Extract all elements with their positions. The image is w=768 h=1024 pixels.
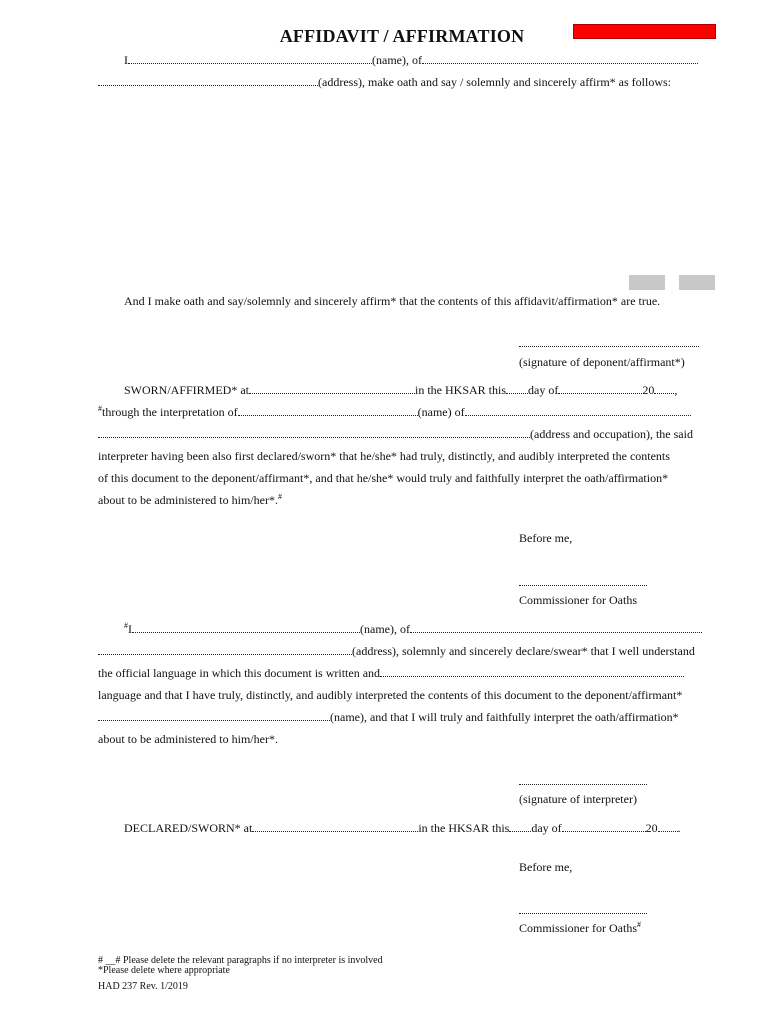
sworn-hksar: in the HKSAR this <box>415 383 507 397</box>
oath-true-statement: And I make oath and say/solemnly and sincerely affirm* that the contents of this affidavit/affirmation* are true. <box>124 294 661 308</box>
sworn-day-blank[interactable] <box>506 383 528 394</box>
sworn-year-blank[interactable] <box>654 383 674 394</box>
decl-name-blank[interactable] <box>132 622 360 633</box>
interpreter-address-blank-1[interactable] <box>465 405 691 416</box>
interp-line-2 <box>98 427 693 441</box>
decl-line-2-text: (address), solemnly and sincerely declare/swear* that I well understand <box>352 644 695 658</box>
interp-decl-line-3 <box>98 666 684 680</box>
page-title: AFFIDAVIT / AFFIRMATION <box>279 26 525 46</box>
decl-name-of: (name), of <box>360 622 410 636</box>
sworn-line <box>124 383 677 397</box>
declared-day-blank[interactable] <box>509 821 531 832</box>
deponent-signature-line[interactable] <box>519 336 699 350</box>
interp-address-occupation: (address and occupation), the said <box>530 427 693 441</box>
footnote-star: *Please delete where appropriate <box>98 965 230 976</box>
interpreter-signature-label: (signature of interpreter) <box>519 792 637 806</box>
interp-line-5 <box>98 493 282 507</box>
decl-address-blank-1[interactable] <box>410 622 702 633</box>
sworn-month-blank[interactable] <box>558 383 642 394</box>
declared-place-blank[interactable] <box>252 821 418 832</box>
intro-line-2 <box>98 75 671 89</box>
interp-decl-line-2 <box>98 644 695 658</box>
declared-lead: DECLARED/SWORN* at <box>124 821 253 835</box>
grey-mark-right <box>679 275 715 290</box>
address-blank-1[interactable] <box>422 53 698 64</box>
before-me-1: Before me, <box>519 531 573 545</box>
form-code: HAD 237 Rev. 1/2019 <box>98 981 188 992</box>
interp-line-1 <box>98 405 691 419</box>
interp-line-3: interpreter having been also first declared/sworn* that he/she* had truly, distinctly, and audibly interpreted the contents <box>98 449 670 463</box>
decl-line-5-text: (name), and that I will truly and faithfully interpret the oath/affirmation* <box>330 710 679 724</box>
interp-lead: through the interpretation of <box>102 405 238 419</box>
decl-deponent-name-blank[interactable] <box>98 710 330 721</box>
deponent-signature-label: (signature of deponent/affirmant*) <box>519 355 685 369</box>
decl-i: I <box>128 622 132 636</box>
declared-line <box>124 821 681 835</box>
hash-mark-commissioner: # <box>637 920 641 929</box>
intro-line-1 <box>124 53 698 67</box>
sworn-lead: SWORN/AFFIRMED* at <box>124 383 250 397</box>
name-blank[interactable] <box>128 53 372 64</box>
hash-mark-decl: # <box>124 621 128 630</box>
sworn-year: 20 <box>642 383 655 397</box>
declared-period: . <box>677 821 681 835</box>
intro-i: I <box>124 53 128 67</box>
interp-decl-line-5 <box>98 710 679 724</box>
declared-year: 20 <box>645 821 658 835</box>
interpreter-name-blank[interactable] <box>238 405 418 416</box>
declared-hksar: in the HKSAR this <box>418 821 510 835</box>
sworn-place-blank[interactable] <box>249 383 415 394</box>
sworn-day-of: day of <box>528 383 559 397</box>
commissioner-signature-line-2[interactable] <box>519 903 647 917</box>
commissioner-label-1: Commissioner for Oaths <box>519 593 637 607</box>
name-of-label: (name), of <box>372 53 422 67</box>
redacted-box <box>573 24 716 39</box>
interp-decl-line-1 <box>124 622 702 636</box>
address-clause: (address), make oath and say / solemnly and sincerely affirm* as follows: <box>318 75 672 89</box>
sworn-comma: , <box>674 383 678 397</box>
decl-language-blank[interactable] <box>380 666 684 677</box>
interp-decl-line-6: about to be administered to him/her*. <box>98 732 278 746</box>
decl-address-blank-2[interactable] <box>98 644 352 655</box>
interp-line-5-text: about to be administered to him/her*. <box>98 493 278 507</box>
interp-line-4: of this document to the deponent/affirmant*, and that he/she* would truly and faithfully interpret the oath/affirmation* <box>98 471 669 485</box>
address-blank-2[interactable] <box>98 75 318 86</box>
declared-month-blank[interactable] <box>562 821 646 832</box>
hash-mark: # <box>98 404 102 413</box>
commissioner-signature-line-1[interactable] <box>519 575 647 589</box>
interp-name-of: (name) of <box>417 405 465 419</box>
interpreter-signature-line[interactable] <box>519 774 647 788</box>
commissioner-2-text: Commissioner for Oaths <box>519 921 637 935</box>
footnote-hash: # __# Please delete the relevant paragraphs if no interpreter is involved <box>98 955 383 966</box>
hash-mark-end: # <box>277 492 282 501</box>
declared-year-blank[interactable] <box>658 821 678 832</box>
interp-decl-line-4: language and that I have truly, distinctly, and audibly interpreted the contents of this document to the deponent/affirmant* <box>98 688 683 702</box>
decl-line-3-text: the official language in which this document is written and <box>98 666 381 680</box>
interpreter-address-blank-2[interactable] <box>98 427 530 438</box>
declared-day-of: day of <box>531 821 562 835</box>
grey-mark-left <box>629 275 665 290</box>
before-me-2: Before me, <box>519 860 573 874</box>
commissioner-label-2 <box>519 921 641 935</box>
